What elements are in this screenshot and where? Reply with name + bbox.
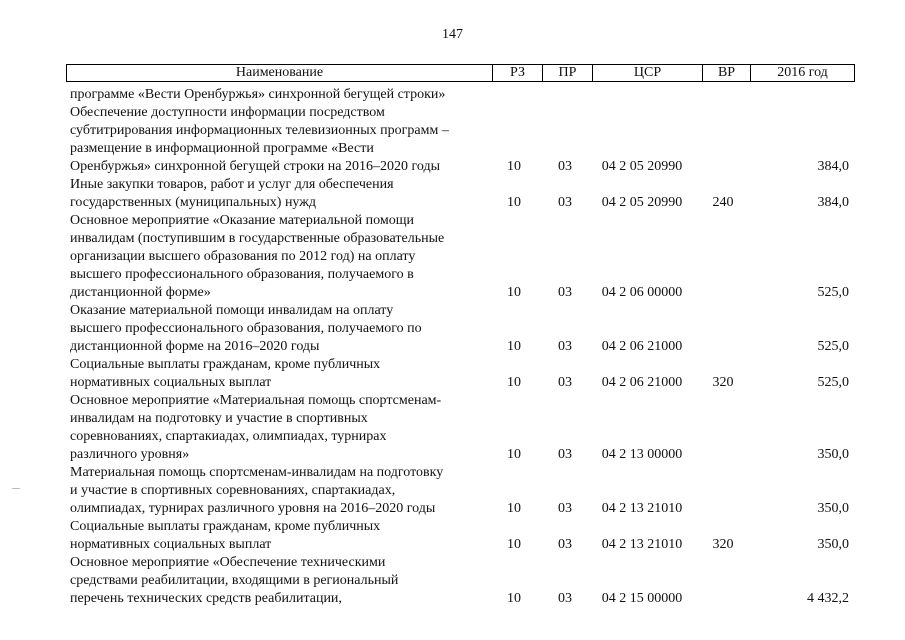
- table-row: [0, 302, 905, 356]
- row-name-line: и участие в спортивных соревнованиях, спартакиадах,: [70, 483, 396, 498]
- row-name-line: субтитрирования информационных телевизионных программ –: [70, 123, 449, 138]
- row-name-line: инвалидам (поступившим в государственные образовательные: [70, 231, 445, 246]
- row-name-line: государственных (муниципальных) нужд: [70, 195, 317, 210]
- row-name-line: высшего профессионального образования, получаемого в: [70, 267, 414, 282]
- row-pr: 03: [558, 159, 572, 174]
- row-name-line: дистанционной форме»: [70, 285, 211, 300]
- row-name-line: различного уровня»: [70, 447, 190, 462]
- row-csr: 04 2 06 21000: [601, 375, 683, 390]
- row-name-line: программе «Вести Оренбуржья» синхронной бегущей строки»: [70, 87, 446, 102]
- row-name-line: средствами реабилитации, входящими в региональный: [70, 573, 399, 588]
- row-name-line: инвалидам на подготовку и участие в спортивных: [70, 411, 368, 426]
- row-vr: 240: [712, 195, 734, 210]
- row-name-line: размещение в информационной программе «Вести: [70, 141, 374, 156]
- row-pr: 03: [558, 285, 572, 300]
- row-rz: 10: [507, 447, 521, 462]
- row-rz: 10: [507, 159, 521, 174]
- table-header: [66, 64, 855, 82]
- row-name-line: Социальные выплаты гражданам, кроме публичных: [70, 357, 381, 372]
- row-pr: 03: [558, 195, 572, 210]
- row-rz: 10: [507, 591, 521, 606]
- row-name-line: высшего профессионального образования, получаемого по: [70, 321, 422, 336]
- header-vr: ВР: [702, 65, 750, 81]
- row-name-line: организации высшего образования по 2012 год) на оплату: [70, 249, 416, 264]
- row-name-line: соревнованиях, спартакиадах, олимпиадах, турнирах: [70, 429, 387, 444]
- page-number: 147: [442, 27, 463, 42]
- row-sum: 525,0: [817, 285, 849, 300]
- row-name: [70, 302, 495, 356]
- row-csr: 04 2 06 00000: [601, 285, 683, 300]
- header-year: 2016 год: [750, 65, 854, 81]
- row-name-line: Оренбуржья» синхронной бегущей строки на 2016–2020 годы: [70, 159, 440, 174]
- row-name-line: Иные закупки товаров, работ и услуг для обеспечения: [70, 177, 394, 192]
- table-row: [0, 356, 905, 392]
- row-csr: 04 2 06 21000: [601, 339, 683, 354]
- row-name-line: нормативных социальных выплат: [70, 537, 272, 552]
- row-rz: 10: [507, 375, 521, 390]
- row-name: [70, 518, 495, 554]
- row-rz: 10: [507, 285, 521, 300]
- table-body: [0, 86, 905, 608]
- row-csr: 04 2 13 00000: [601, 447, 683, 462]
- row-name-line: Основное мероприятие «Обеспечение техническими: [70, 555, 386, 570]
- row-name: [70, 464, 495, 518]
- row-name-line: перечень технических средств реабилитации,: [70, 591, 342, 606]
- row-csr: 04 2 05 20990: [601, 159, 683, 174]
- row-sum: 350,0: [817, 537, 849, 552]
- table-row: [0, 518, 905, 554]
- table-row: [0, 554, 905, 608]
- header-csr: ЦСР: [592, 65, 702, 81]
- row-name: [70, 356, 495, 392]
- row-pr: 03: [558, 537, 572, 552]
- row-pr: 03: [558, 375, 572, 390]
- row-rz: 10: [507, 501, 521, 516]
- row-rz: 10: [507, 537, 521, 552]
- row-sum: 384,0: [817, 159, 849, 174]
- row-sum: 384,0: [817, 195, 849, 210]
- row-name-line: Основное мероприятие «Оказание материальной помощи: [70, 213, 414, 228]
- table-row: [0, 104, 905, 176]
- row-pr: 03: [558, 501, 572, 516]
- table-row: [0, 176, 905, 212]
- row-name: [70, 392, 495, 464]
- row-name-line: Обеспечение доступности информации посредством: [70, 105, 385, 120]
- margin-mark: [12, 488, 20, 489]
- row-name: [70, 554, 495, 608]
- row-name: [70, 104, 495, 176]
- row-name-line: Основное мероприятие «Материальная помощь спортсменам-: [70, 393, 442, 408]
- row-name: [70, 176, 495, 212]
- header-rz: РЗ: [492, 65, 542, 81]
- row-name: [70, 212, 495, 302]
- row-pr: 03: [558, 591, 572, 606]
- row-sum: 525,0: [817, 375, 849, 390]
- header-pr: ПР: [542, 65, 592, 81]
- table-row: [0, 212, 905, 302]
- row-csr: 04 2 13 21010: [601, 537, 683, 552]
- header-name: Наименование: [235, 65, 324, 80]
- row-sum: 525,0: [817, 339, 849, 354]
- table-row: [0, 464, 905, 518]
- row-rz: 10: [507, 195, 521, 210]
- table-row: [0, 392, 905, 464]
- row-name: [70, 86, 495, 104]
- row-name-line: дистанционной форме на 2016–2020 годы: [70, 339, 320, 354]
- row-name-line: Социальные выплаты гражданам, кроме публичных: [70, 519, 381, 534]
- row-name-line: Оказание материальной помощи инвалидам на оплату: [70, 303, 394, 318]
- row-csr: 04 2 05 20990: [601, 195, 683, 210]
- row-csr: 04 2 15 00000: [601, 591, 683, 606]
- row-sum: 4 432,2: [807, 591, 849, 606]
- row-vr: 320: [712, 537, 734, 552]
- row-name-line: нормативных социальных выплат: [70, 375, 272, 390]
- row-csr: 04 2 13 21010: [601, 501, 683, 516]
- row-name-line: олимпиадах, турнирах различного уровня на 2016–2020 годы: [70, 501, 436, 516]
- row-pr: 03: [558, 339, 572, 354]
- row-pr: 03: [558, 447, 572, 462]
- row-rz: 10: [507, 339, 521, 354]
- row-vr: 320: [712, 375, 734, 390]
- row-name-line: Материальная помощь спортсменам-инвалидам на подготовку: [70, 465, 444, 480]
- row-sum: 350,0: [817, 447, 849, 462]
- table-row: [0, 86, 905, 104]
- row-sum: 350,0: [817, 501, 849, 516]
